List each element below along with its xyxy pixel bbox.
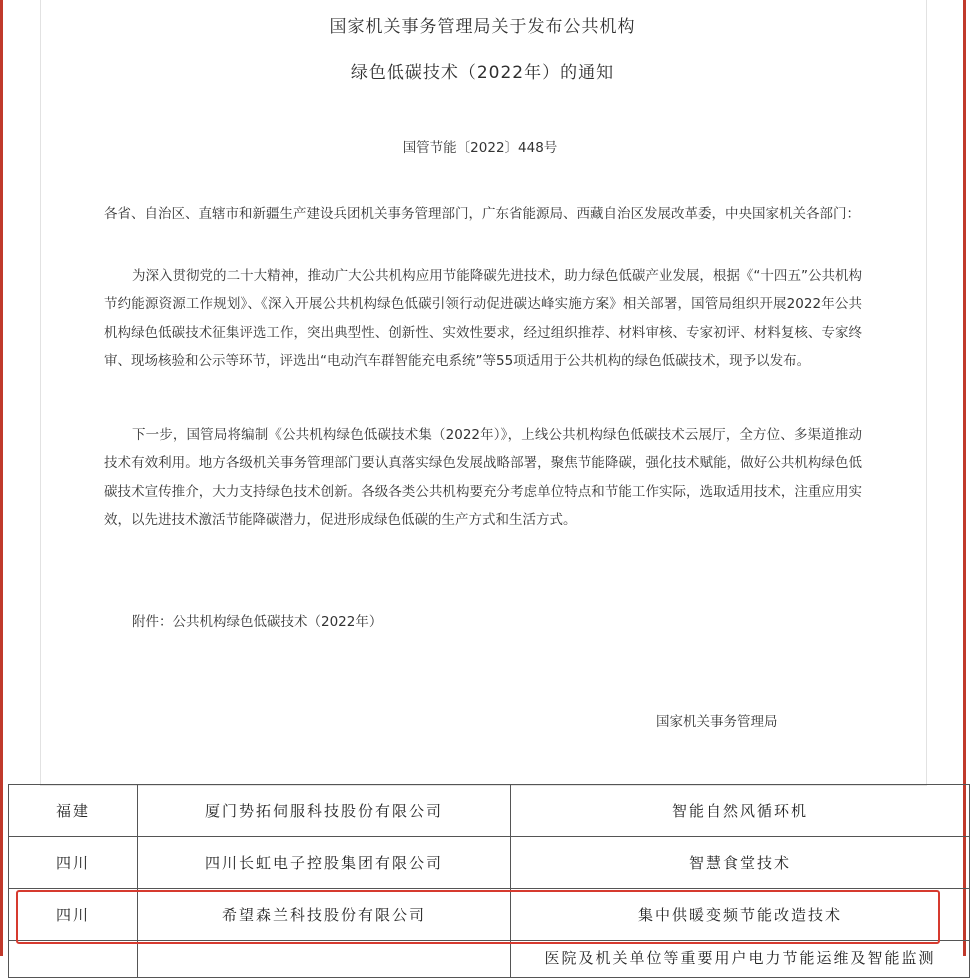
notice-title-line1: 国家机关事务管理局关于发布公共机构 [329,17,636,37]
table-row-highlighted [9,889,970,941]
province-cell [9,941,138,978]
technology-cell: 智能自然风循环机 [511,785,970,837]
company-cell: 厦门势拓伺服科技股份有限公司 [138,785,511,837]
technology-cell: 医院及机关单位等重要用户电力节能运维及智能监测 [511,941,970,978]
document-number: 国管节能〔2022〕448号 [402,140,558,156]
body-paragraph-1: 为深入贯彻党的二十大精神，推动广大公共机构应用节能降碳先进技术，助力绿色低碳产业发展，根据《“十四五”公共机构节约能源资源工作规划》、《深入开展公共机构绿色低碳引领行动促进碳达峰实施方案》相关部署，国管局组织开展2022年公共机构绿色低碳技术征集评选工作，突出典型性、创新性、实效性要求，经过组织推荐、材料审核、专家初评、材料复核、专家终审、现场核验和公示等环节，评选出“电动汽车群智能充电系统”等55项适用于公共机构的绿色低碳技术，现予以发布。 [104,268,862,369]
annex-technology-table [8,784,970,978]
technology-cell: 集中供暖变频节能改造技术 [511,889,970,941]
table-row [9,941,970,978]
company-cell [138,941,511,978]
issuer-signature: 国家机关事务管理局 [656,714,778,730]
attachment-note: 附件：公共机构绿色低碳技术（2022年） [132,614,383,630]
province-cell: 四川 [9,837,138,889]
body-paragraph-2: 下一步，国管局将编制《公共机构绿色低碳技术集（2022年）》，上线公共机构绿色低碳技术云展厅，全方位、多渠道推动技术有效利用。地方各级机关事务管理部门要认真落实绿色发展战略部署，聚焦节能降碳，强化技术赋能，做好公共机构绿色低碳技术宣传推介，大力支持绿色技术创新。各级各类公共机构要充分考虑单位特点和节能工作实际，选取适用技术，注重应用实效，以先进技术激活节能降碳潜力，促进形成绿色低碳的生产方式和生活方式。 [104,427,862,528]
province-cell: 福建 [9,785,138,837]
company-cell: 四川长虹电子控股集团有限公司 [138,837,511,889]
province-cell: 四川 [9,889,138,941]
technology-cell: 智慧食堂技术 [511,837,970,889]
table-row [9,785,970,837]
table-row [9,837,970,889]
addressee: 各省、自治区、直辖市和新疆生产建设兵团机关事务管理部门，广东省能源局、西藏自治区发展改革委，中央国家机关各部门： [104,206,860,222]
company-cell: 希望森兰科技股份有限公司 [138,889,511,941]
notice-title-line2: 绿色低碳技术（2022年）的通知 [350,63,615,83]
notice-document [40,0,927,786]
